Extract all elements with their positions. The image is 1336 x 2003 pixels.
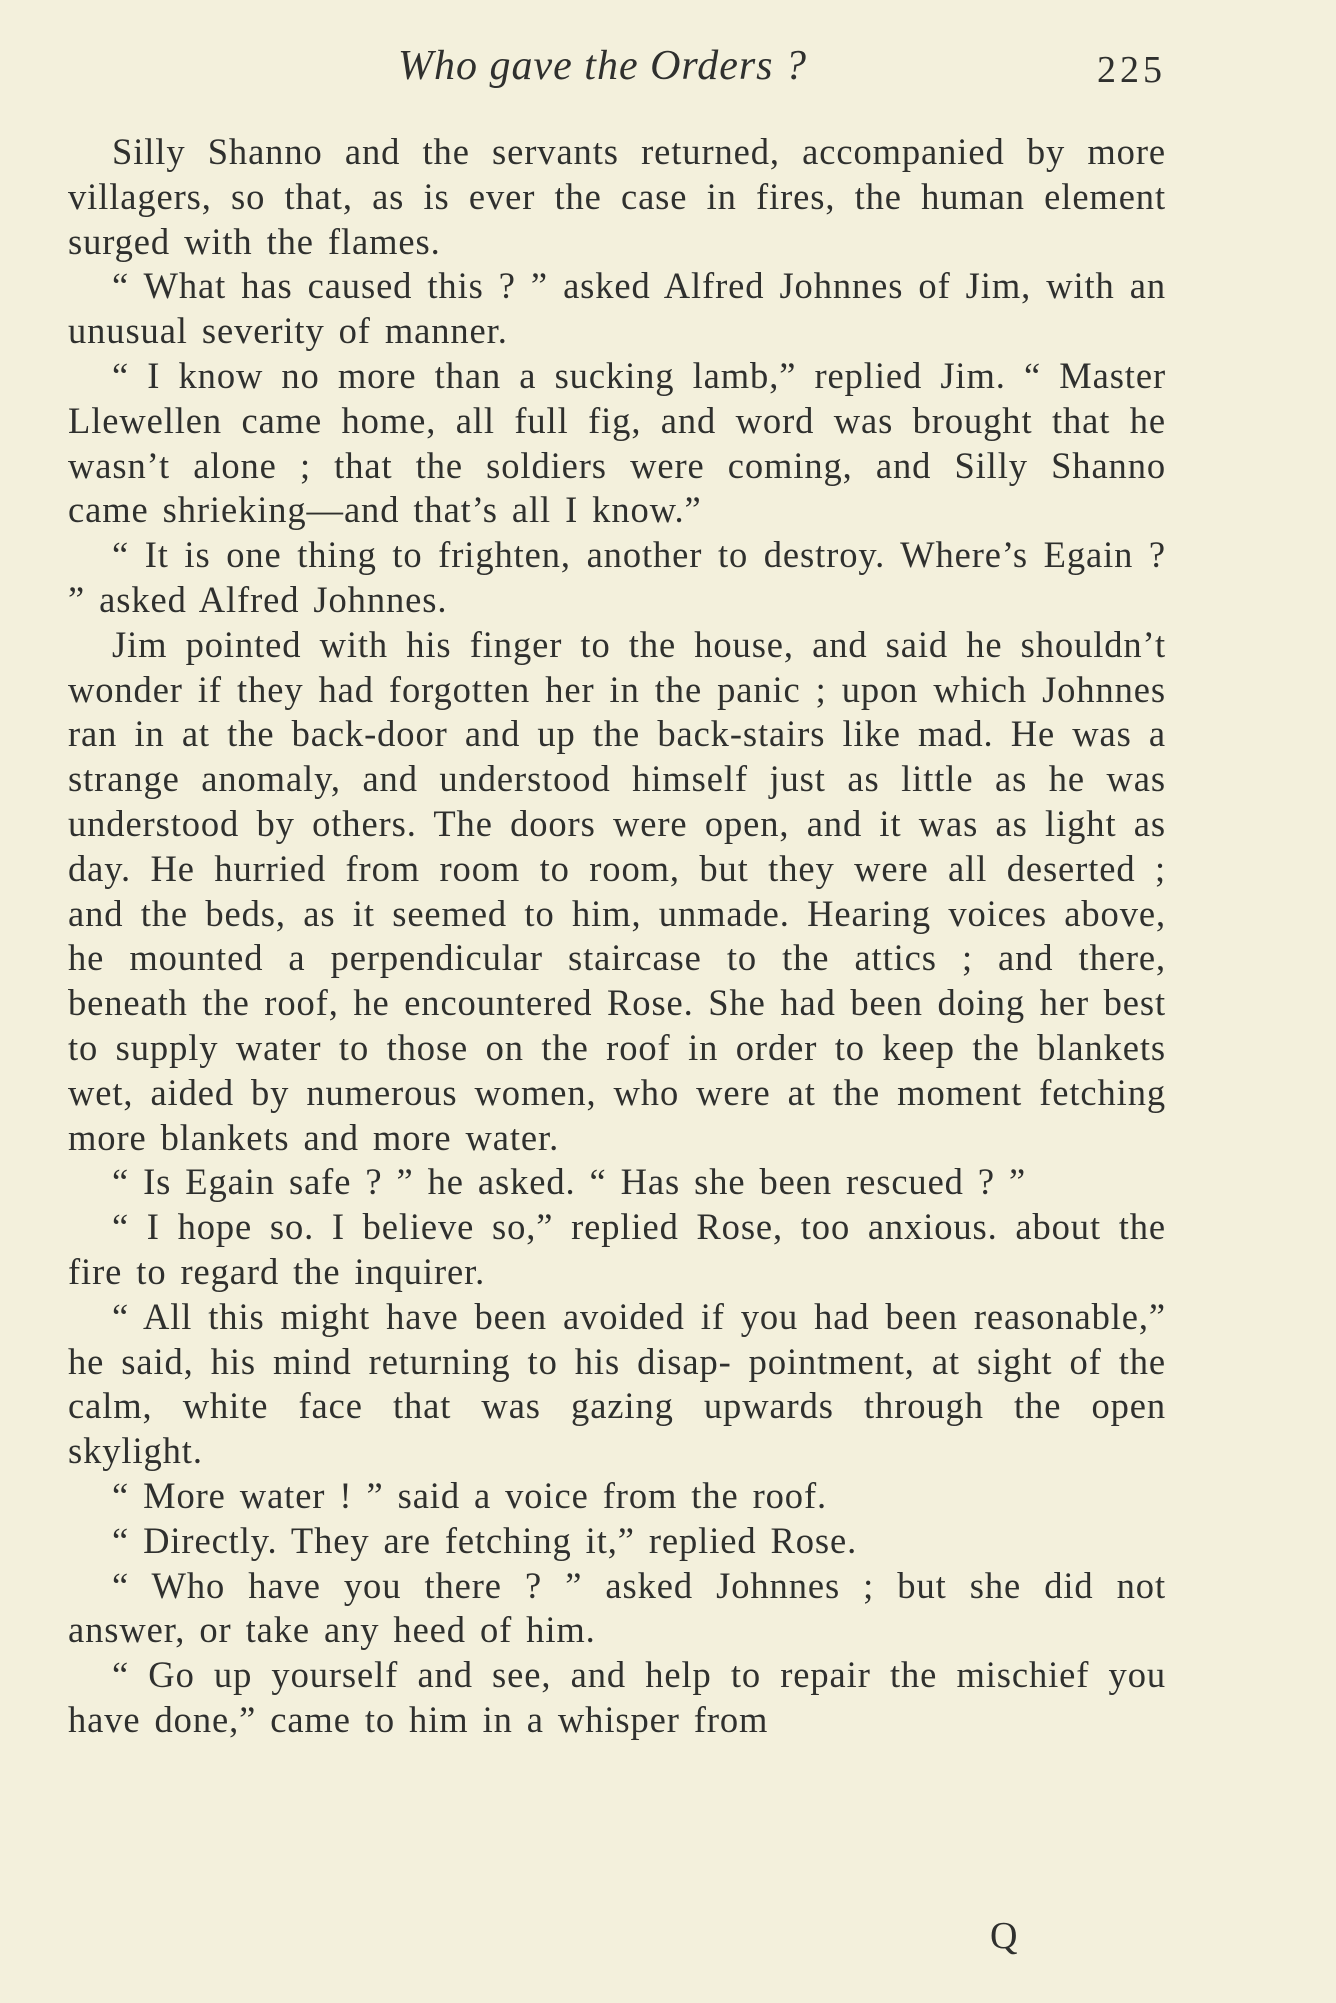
- paragraph: “ Directly. They are fetching it,” replied Rose.: [112, 1519, 858, 1561]
- paragraph: “ What has caused this ? ” asked Alfred Johnnes of Jim, with an unusual severity of manner.: [68, 265, 1166, 352]
- paragraph: “ Is Egain safe ? ” he asked. “ Has she been rescued ? ”: [112, 1161, 1027, 1203]
- paragraph: “ Go up yourself and see, and help to repair the mischief you have done,” came to him in a whisper from: [68, 1654, 1166, 1740]
- body-text: [68, 130, 1166, 1743]
- signature-mark: Q: [990, 1915, 1019, 1957]
- paragraph: “ I hope so. I believe so,” replied Rose, too anxious. about the fire to regard the inquirer.: [68, 1206, 1166, 1292]
- paragraph: “ I know no more than a sucking lamb,” replied Jim. “ Master Llewellen came home, all full fig, and word was brought that he wasn’t alone ; that the soldiers were coming, and Silly Shanno came shrieking—and that’s all I know.”: [68, 354, 1166, 531]
- paragraph: “ All this might have been avoided if you had been reasonable,” he said, his mind returning to his disap- pointment, at sight of the calm, white face that was gazing upwards through the open skylight.: [68, 1295, 1166, 1472]
- paragraph: Jim pointed with his finger to the house, and said he shouldn’t wonder if they had forgotten her in the panic ; upon which Johnnes ran in at the back-door and up the back-stairs like mad. He was a strange anomaly, and understood himself just as little as he was understood by others. The doors were open, and it was as light as day. He hurried from room to room, but they were all deserted ; and the beds, as it seemed to him, unmade. Hearing voices above, he mounted a perpendicular staircase to the attics ; and there, beneath the roof, he encountered Rose. She had been doing her best to supply water to those on the roof in order to keep the blankets wet, aided by numerous women, who were at the moment fetching more blankets and more water.: [68, 623, 1166, 1158]
- paragraph: “ Who have you there ? ” asked Johnnes ; but she did not answer, or take any heed of him.: [68, 1564, 1166, 1651]
- paragraph: “ It is one thing to frighten, another to destroy. Where’s Egain ? ” asked Alfred Johnnes.: [68, 534, 1166, 620]
- page-number: 225: [1097, 49, 1166, 91]
- paragraph: Silly Shanno and the servants returned, accompanied by more villagers, so that, as is ever the case in fires, the human element surged with the flames.: [68, 131, 1166, 262]
- running-head: Who gave the Orders ?: [398, 43, 808, 89]
- page-header: [68, 36, 1166, 106]
- paragraph: “ More water ! ” said a voice from the roof.: [112, 1474, 828, 1516]
